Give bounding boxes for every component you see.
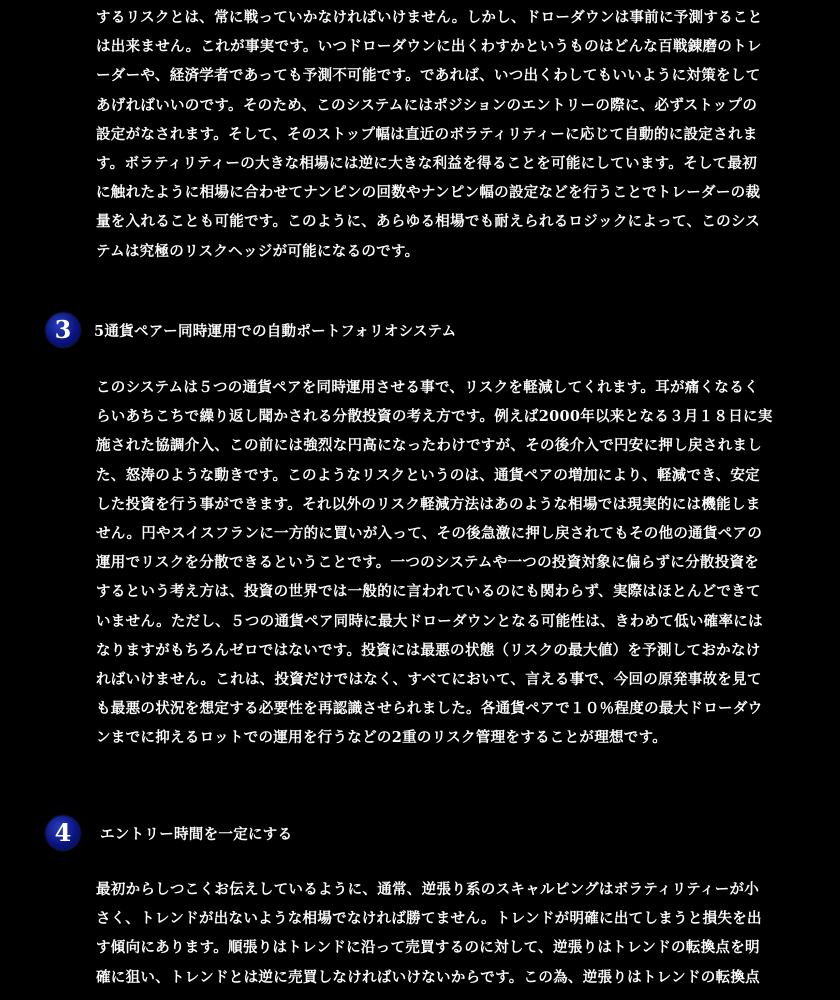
section-3-line: なりますがもちろんゼロではないです。投資には最悪の状態（リスクの最大値）を予測しておかなけ [96, 641, 761, 659]
intro-line: は出来ません。これが事実です。いつドローダウンに出くわすかというものはどんな百戦錬磨のトレ [96, 38, 762, 56]
intro-line: 量を入れることも可能です。このように、あらゆる相場でも耐えられるロジックによって、このシス [96, 213, 761, 231]
intro-line: するリスクとは、常に戦っていかなければいけません。しかし、ドローダウンは事前に予測すること [96, 9, 763, 26]
section-3-line: せん。円やスイスフランに一方的に買いが入って、その後急激に押し戻されてもその他の通貨ペアの [96, 525, 763, 543]
section-3-line: いません。ただし、５つの通貨ペア同時に最大ドローダウンとなる可能性は、きわめて低い確率には [96, 612, 763, 630]
section-3-line: ればいけません。これは、投資だけではなく、すべてにおいて、言える事で、今回の原発事故を見て [96, 671, 762, 689]
intro-line: テムは究極のリスクヘッジが可能になるのです。 [96, 242, 420, 260]
section-4-heading [46, 815, 292, 851]
section-3-heading [46, 312, 456, 348]
section-3-line: 施された協調介入、この前には強烈な円高になったわけですが、その後介入で円安に押し戻されまし [96, 437, 762, 455]
section-3-line: 運用でリスクを分散できるということです。一つのシステムや一つの投資対象に偏らずに分散投資を [96, 554, 760, 572]
section-3-line: このシステムは５つの通貨ペアを同時運用させる事で、リスクを軽減してくれます。耳が痛くなるく [96, 379, 759, 396]
intro-line: あげればいいのです。そのため、このシステムにはポジションのエントリーの際に、必ずストップの [96, 96, 758, 114]
section-4-title: エントリー時間を一定にする [100, 825, 293, 843]
section-4-line: 最初からしつこくお伝えしているように、通常、逆張り系のスキャルピングはボラティリティーが小 [96, 881, 760, 898]
section-4-line: さく、トレンドが出ないような相場でなければ勝てません。トレンドが明確に出てしまうと損失を出 [96, 910, 762, 928]
section-3-line: ンまでに抑えるロットでの運用を行うなどの2重のリスク管理をすることが理想です。 [96, 729, 668, 747]
intro-line: 設定がなされます。そして、そのストップ幅は直近のボラティリティーに応じて自動的に設定されま [96, 125, 758, 143]
number-badge-4: 4 [46, 816, 80, 850]
section-4-paragraph [96, 875, 768, 992]
intro-line: に触れたように相場に合わせてナンピンの回数やナンピン幅の設定などを行うことでトレーダーの裁 [96, 184, 761, 202]
section-4-line: 確に狙い、トレンドとは逆に売買しなければいけないからです。この為、逆張りはトレンドの転換点 [96, 968, 760, 986]
intro-paragraph [96, 3, 768, 266]
number-badge-3: 3 [46, 313, 80, 347]
section-3-title: 5通貨ペアー同時運用での自動ポートフォリオシステム [94, 322, 457, 340]
section-3-line: らいあちこちで繰り返し聞かされる分散投資の考え方です。例えば2000年以来となる３月１８日に実 [96, 408, 773, 426]
section-3-line: した投資を行う事ができます。それ以外のリスク軽減方法はあのような相場では現実的には機能しま [96, 495, 761, 513]
section-3-line: も最悪の状況を想定する必要性を再認識させられました。各通貨ペアで１０％程度の最大ドローダウ [96, 700, 763, 718]
intro-line: す。ボラティリティーの大きな相場には逆に大きな利益を得ることを可能にしています。そして最初 [96, 155, 758, 173]
section-3-paragraph [96, 373, 773, 753]
section-3-line: た、怒涛のような動きです。このようなリスクというのは、通貨ペアの増加により、軽減でき、安定 [96, 466, 760, 484]
section-3-line: するという考え方は、投資の世界では一般的に言われているのにも関わらず、実際はほとんどできて [96, 583, 761, 601]
section-4-line: す傾向にあります。順張りはトレンドに沿って売買するのに対して、逆張りはトレンドの転換点を明 [96, 939, 760, 957]
intro-line: ーダーや、経済学者であっても予測不可能です。であれば、いつ出くわしてもいいように対策をして [96, 67, 761, 85]
